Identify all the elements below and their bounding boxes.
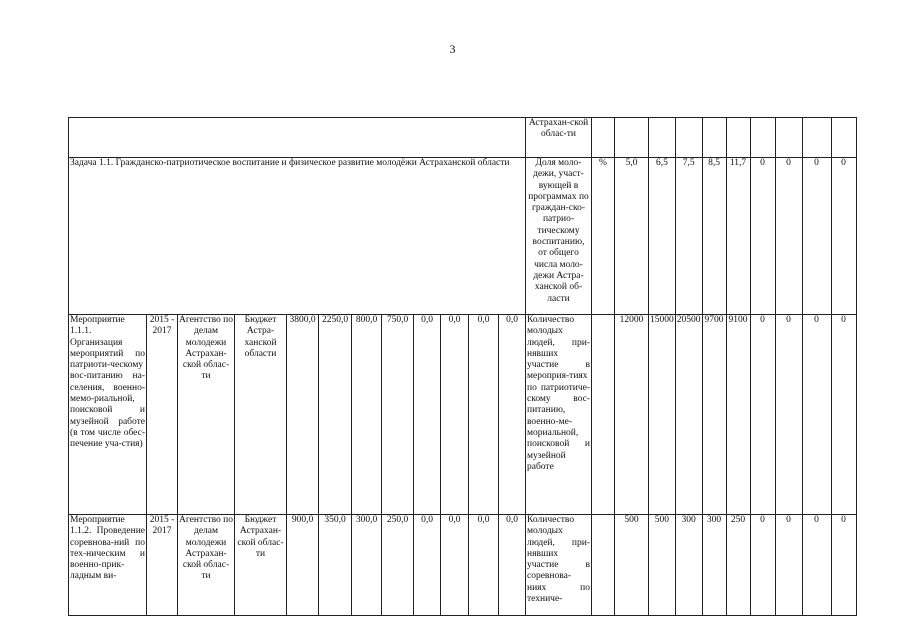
event-name: Мероприятие 1.1.2. Проведение соревнова-ний по тех-ническим и военно-прик-ладным ви- — [69, 515, 147, 616]
task-indicator: Доля моло-дежи, участ-вующей в программах по граждан-ско-патрио-тическому воспитанию, от общего числа моло-дежи Астра-ханской об-ласти — [526, 158, 592, 315]
event-indicator: Количество молодых людей, при-нявших участие в мероприя-тиях по патриотиче-скому вос-питанию, военно-ме-мориальной, поисковой и музейной работе — [526, 315, 592, 515]
funding-cell: 0,0 — [469, 315, 499, 515]
event-years: 2015 - 2017 — [147, 515, 178, 616]
value-cell: 0 — [831, 158, 856, 315]
table-row-event — [69, 315, 857, 515]
event-unit — [592, 515, 615, 616]
funding-cell: 0,0 — [469, 515, 499, 616]
value-cell: 0 — [831, 515, 856, 616]
event-name: Мероприятие 1.1.1. Организация мероприятий по патриоти-ческому вос-питанию на-селения, военно-мемо-риальной, поисковой и музейной работе (в том числе обес-печение уча-стия) — [69, 315, 147, 515]
funding-cell: 800,0 — [352, 315, 382, 515]
value-cell: 300 — [702, 515, 726, 616]
value-cell: 300 — [675, 515, 702, 616]
value-cell: 250 — [726, 515, 750, 616]
funding-cell: 350,0 — [319, 515, 352, 616]
program-table — [68, 117, 857, 616]
funding-cell: 0,0 — [441, 515, 469, 616]
funding-cell: 300,0 — [352, 515, 382, 616]
page-number: 3 — [449, 42, 456, 56]
value-cell: 7,5 — [675, 158, 702, 315]
value-cell: 11,7 — [726, 158, 750, 315]
value-cell: 9100 — [726, 315, 750, 515]
funding-cell: 900,0 — [287, 515, 319, 616]
value-cell: 0 — [775, 515, 802, 616]
value-cell: 6,5 — [649, 158, 676, 315]
event-indicator: Количество молодых людей, при-нявших участие в соревнова-ниях по техниче- — [526, 515, 592, 616]
funding-cell: 3800,0 — [287, 315, 319, 515]
event-source: Бюджет Астрахан-ской облас-ти — [235, 515, 287, 616]
funding-cell: 250,0 — [382, 515, 414, 616]
value-cell: 0 — [831, 315, 856, 515]
value-cell: 0 — [775, 315, 802, 515]
value-cell: 5,0 — [615, 158, 649, 315]
value-cell: 500 — [649, 515, 676, 616]
table-row-task — [69, 158, 857, 315]
event-executor: Агентство по делам молодежи Астрахан-ской облас-ти — [178, 315, 235, 515]
funding-cell: 2250,0 — [319, 315, 352, 515]
funding-cell: 0,0 — [499, 515, 526, 616]
table-row-event — [69, 515, 857, 616]
value-cell: 0 — [775, 158, 802, 315]
event-source: Бюджет Астра-ханской области — [235, 315, 287, 515]
value-cell: 8,5 — [702, 158, 726, 315]
value-cell: 0 — [802, 158, 831, 315]
value-cell: 500 — [615, 515, 649, 616]
event-executor: Агентство по делам молодежи Астрахан-ской облас-ти — [178, 515, 235, 616]
table-row — [69, 118, 857, 158]
value-cell: 0 — [750, 315, 775, 515]
value-cell: 0 — [802, 315, 831, 515]
event-unit — [592, 315, 615, 515]
value-cell: 12000 — [615, 315, 649, 515]
funding-cell: 0,0 — [441, 315, 469, 515]
funding-cell: 0,0 — [414, 315, 441, 515]
funding-cell: 750,0 — [382, 315, 414, 515]
indicator-cell: Астрахан-ской облас-ти — [526, 118, 592, 158]
value-cell: 0 — [750, 515, 775, 616]
task-title: Задача 1.1. Гражданско-патриотическое воспитание и физическое развитие молодёжи Астраханской области — [69, 158, 526, 315]
value-cell: 15000 — [649, 315, 676, 515]
value-cell: 0 — [750, 158, 775, 315]
value-cell: 9700 — [702, 315, 726, 515]
value-cell: 0 — [802, 515, 831, 616]
funding-cell: 0,0 — [499, 315, 526, 515]
event-years: 2015 - 2017 — [147, 315, 178, 515]
value-cell: 20500 — [675, 315, 702, 515]
empty-merged-cell — [69, 118, 526, 158]
funding-cell: 0,0 — [414, 515, 441, 616]
task-unit: % — [592, 158, 615, 315]
